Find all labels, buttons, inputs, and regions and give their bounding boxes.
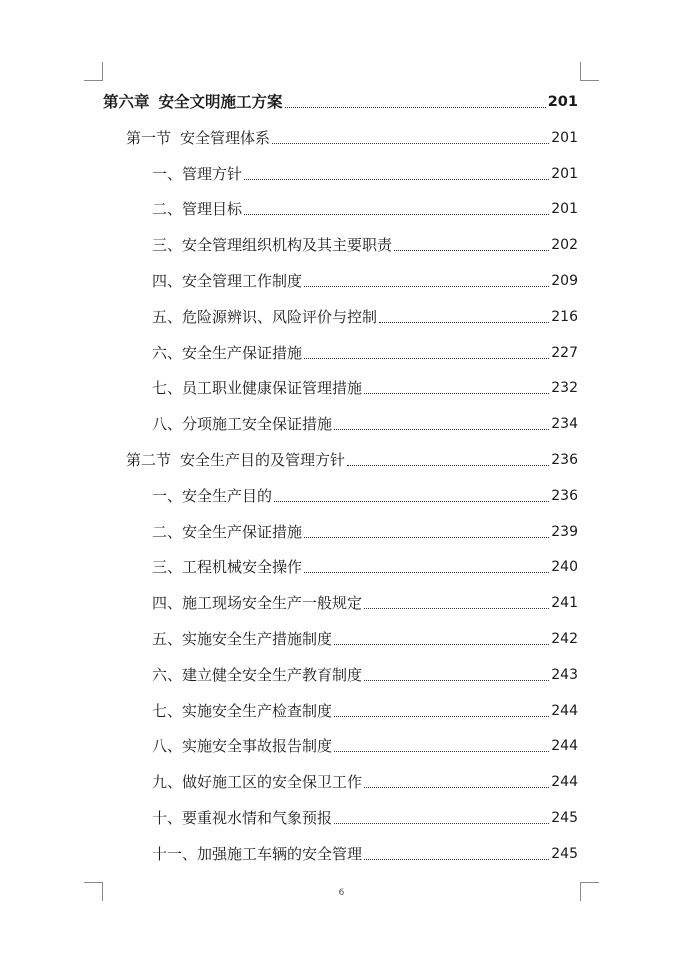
toc-entry-number: 第一节: [126, 128, 172, 147]
toc-dot-leader: [304, 571, 549, 573]
toc-dot-leader: [304, 357, 549, 359]
toc-dot-leader: [334, 428, 549, 430]
toc-entry-text: 十一、加强施工车辆的安全管理: [152, 844, 363, 863]
toc-entry-page: 201: [551, 129, 578, 146]
toc-entry-title: [152, 736, 332, 756]
toc-dot-leader: [364, 858, 549, 860]
toc-entry[interactable]: [152, 374, 578, 398]
toc-dot-leader: [304, 536, 549, 538]
toc-entry[interactable]: [152, 339, 578, 363]
toc-entry-page: 227: [551, 344, 578, 361]
toc-entry[interactable]: [152, 303, 578, 327]
toc-entry-title: [152, 629, 332, 649]
toc-dot-leader: [364, 786, 549, 788]
toc-entry-page: 201: [551, 201, 578, 218]
toc-entry[interactable]: [126, 446, 578, 470]
toc-entry[interactable]: [152, 410, 578, 434]
toc-entry-title: [152, 665, 362, 685]
toc-entry[interactable]: [152, 768, 578, 792]
toc-entry-title: [152, 164, 242, 184]
toc-dot-leader: [364, 679, 549, 681]
toc-entry-title: [152, 378, 362, 398]
toc-entry[interactable]: [152, 589, 578, 613]
toc-dot-leader: [334, 643, 549, 645]
toc-entry-title: [152, 486, 272, 506]
toc-entry[interactable]: [152, 553, 578, 577]
toc-entry-page: 201: [547, 94, 578, 110]
toc-entry-text: 六、建立健全安全生产教育制度: [152, 665, 363, 684]
toc-entry[interactable]: [152, 160, 578, 184]
toc-dot-leader: [334, 822, 549, 824]
toc-entry-title: [152, 271, 302, 291]
toc-entry-page: 234: [551, 416, 578, 433]
toc-dot-leader: [334, 715, 549, 717]
toc-entry[interactable]: [152, 697, 578, 721]
toc-entry-title: [152, 199, 242, 219]
toc-entry-title: [152, 844, 362, 864]
toc-entry-page: 209: [551, 273, 578, 289]
toc-entry-page: 244: [551, 738, 578, 755]
toc-entry-page: 241: [551, 595, 578, 612]
toc-dot-leader: [379, 321, 549, 323]
toc-entry-title: [152, 343, 302, 363]
toc-dot-leader: [272, 142, 549, 144]
footer-page-number: 6: [338, 888, 345, 898]
toc-entry-text: 十、要重视水情和气象预报: [152, 809, 333, 827]
toc-entry[interactable]: [103, 88, 578, 112]
toc-entry-title: [152, 701, 332, 721]
toc-entry-title: [152, 235, 392, 255]
toc-entry-page: 201: [551, 165, 578, 182]
toc-entry-page: 243: [551, 666, 578, 683]
toc-entry[interactable]: [152, 231, 578, 255]
toc-dot-leader: [364, 392, 549, 394]
toc-entry-page: 239: [551, 523, 578, 540]
toc-entry-title: [152, 808, 332, 828]
toc-entry-text: 五、实施安全生产措施制度: [152, 630, 333, 648]
toc-entry-number: 第二节: [126, 451, 172, 469]
toc-entry-text: 安全生产目的及管理方针: [180, 451, 346, 469]
toc-entry-page: 240: [551, 559, 578, 576]
toc-entry-text: 一、安全生产目的: [152, 486, 273, 505]
toc-entry-page: 232: [551, 380, 578, 397]
toc-entry[interactable]: [152, 267, 578, 291]
toc-entry-title: [152, 593, 362, 613]
toc-entry-text: 九、做好施工区的安全保卫工作: [152, 773, 363, 792]
toc-dot-leader: [334, 750, 549, 752]
toc-dot-leader: [394, 249, 549, 251]
crop-mark-top-left: [84, 62, 103, 81]
toc-entry-text: 五、危险源辨识、风险评价与控制: [152, 307, 378, 326]
toc-entry-text: 七、员工职业健康保证管理措施: [152, 379, 363, 398]
toc-entry-text: 四、安全管理工作制度: [152, 272, 303, 290]
toc-entry[interactable]: [152, 804, 578, 828]
crop-mark-top-right: [580, 62, 599, 81]
toc-dot-leader: [274, 500, 549, 502]
toc-entry-page: 236: [551, 487, 578, 504]
toc-dot-leader: [364, 607, 549, 609]
toc-entry-title: [152, 307, 377, 327]
toc-entry[interactable]: [152, 195, 578, 219]
toc-entry[interactable]: [152, 840, 578, 864]
toc-entry-page: 245: [551, 810, 578, 826]
toc-entry-text: 安全管理体系: [180, 128, 271, 147]
toc-entry-title: [103, 92, 283, 112]
toc-entry[interactable]: [152, 732, 578, 756]
toc-entry-text: 六、安全生产保证措施: [152, 343, 303, 362]
toc-entry[interactable]: [152, 625, 578, 649]
toc-entry-text: 二、管理目标: [152, 200, 243, 219]
toc-entry-text: 三、工程机械安全操作: [152, 558, 303, 577]
toc-entry-text: 一、管理方针: [152, 164, 243, 183]
toc-entry-number: 第六章: [103, 93, 150, 111]
toc-dot-leader: [244, 178, 549, 180]
toc-entry-page: 244: [551, 774, 578, 791]
toc-entry[interactable]: [152, 518, 578, 542]
toc-entry-page: 244: [551, 702, 578, 719]
toc-entry-text: 八、分项施工安全保证措施: [152, 415, 333, 434]
toc-entry[interactable]: [152, 482, 578, 506]
toc-entry-title: [152, 772, 362, 792]
toc-entry-text: 安全文明施工方案: [158, 93, 283, 111]
toc-entry-text: 二、安全生产保证措施: [152, 522, 303, 541]
toc-entry-page: 216: [551, 308, 578, 325]
toc-entry[interactable]: [126, 124, 578, 148]
toc-entry[interactable]: [152, 661, 578, 685]
toc-entry-title: [152, 414, 332, 434]
toc-entry-page: 202: [551, 237, 578, 254]
toc-entry-title: [152, 557, 302, 577]
toc-entry-text: 七、实施安全生产检查制度: [152, 701, 333, 720]
toc-entry-text: 八、实施安全事故报告制度: [152, 737, 333, 756]
toc-dot-leader: [244, 213, 549, 215]
toc-entry-page: 245: [551, 845, 578, 862]
toc-entry-page: 236: [551, 452, 578, 468]
toc-entry-text: 三、安全管理组织机构及其主要职责: [152, 236, 393, 255]
toc-entry-title: [152, 522, 302, 542]
toc-entry-title: [126, 128, 270, 148]
toc-dot-leader: [304, 285, 549, 287]
toc-dot-leader: [347, 464, 549, 466]
toc-dot-leader: [285, 106, 546, 108]
toc-entry-page: 242: [551, 631, 578, 647]
toc-entry-text: 四、施工现场安全生产一般规定: [152, 594, 363, 613]
toc-entry-title: [126, 450, 345, 470]
